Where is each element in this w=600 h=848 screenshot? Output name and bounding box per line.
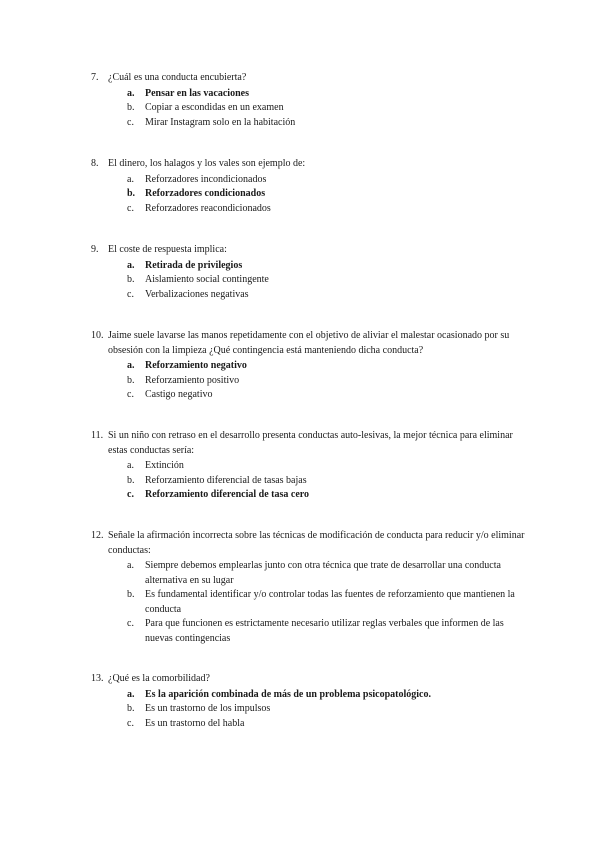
option-text: Verbalizaciones negativas [145,288,249,300]
question-text: Jaime suele lavarse las manos repetidamente con el objetivo de aliviar el malestar ocasionado por su obsesión con la limpieza ¿Qué contingencia está manteniendo dicha conducta? [108,330,510,356]
option-letter: a. [127,560,134,571]
question-text: Si un niño con retraso en el desarrollo presenta conductas auto-lesivas, la mejor técnica para eliminar estas conductas sería: [108,430,513,456]
option-b [91,101,531,116]
option-c [91,116,531,131]
option-text: Mirar Instagram solo en la habitación [145,116,296,128]
option-a [91,559,531,588]
option-list [91,259,531,303]
option-text: Es la aparición combinada de más de un problema psicopatológico. [145,688,431,700]
option-a [91,259,531,274]
option-c [91,202,531,217]
option-text: Es un trastorno de los impulsos [145,703,271,714]
option-text: Reforzadores incondicionados [145,173,267,185]
option-letter: a. [127,360,135,371]
question-number: 7. [91,72,99,83]
question-header [91,429,531,458]
option-text: Reforzadores condicionados [145,188,266,199]
option-letter: c. [127,489,134,500]
option-letter: c. [127,288,134,300]
option-text: Reforzamiento diferencial de tasa cero [145,489,310,500]
option-c [91,617,531,646]
question-number: 10. [91,330,104,341]
option-letter: c. [127,202,134,214]
option-text: Es un trastorno del habla [145,717,245,729]
option-letter: b. [127,703,135,714]
question-number: 8. [91,158,99,169]
option-list [91,688,531,732]
question-header [91,71,531,86]
option-a [91,87,531,102]
question-number: 11. [91,430,104,441]
option-a [91,173,531,188]
option-a [91,459,531,474]
option-text: Pensar en las vacaciones [145,87,249,99]
option-text: Aislamiento social contingente [145,274,269,285]
option-letter: b. [127,274,135,285]
option-list [91,87,531,131]
option-text: Reforzamiento positivo [145,374,240,386]
question-13 [91,672,531,731]
option-b [91,273,531,288]
option-letter: b. [127,102,135,113]
option-list [91,359,531,403]
question-text: El dinero, los halagos y los vales son ejemplo de: [108,158,306,169]
option-list [91,559,531,646]
question-11 [91,429,531,503]
question-8 [91,157,531,216]
question-text: El coste de respuesta implica: [108,244,227,255]
option-b [91,702,531,717]
option-letter: b. [127,374,135,386]
option-letter: c. [127,116,134,128]
option-text: Castigo negativo [145,389,213,400]
option-letter: a. [127,688,135,700]
question-header [91,157,531,172]
option-c [91,288,531,303]
question-text: ¿Qué es la comorbilidad? [108,673,210,684]
option-text: Copiar a escondidas en un examen [145,102,284,113]
option-letter: a. [127,259,135,271]
option-letter: c. [127,717,134,729]
option-letter: b. [127,474,135,486]
question-text: ¿Cuál es una conducta encubierta? [108,72,247,83]
option-b [91,374,531,389]
option-c [91,488,531,503]
option-text: Para que funcionen es estrictamente necesario utilizar reglas verbales que informen de las nuevas contingencias [145,618,504,644]
question-header [91,672,531,687]
option-list [91,173,531,217]
option-text: Reforzamiento diferencial de tasas bajas [145,474,307,486]
option-letter: a. [127,460,134,471]
option-letter: b. [127,589,135,600]
question-header [91,529,531,558]
question-10 [91,329,531,403]
option-text: Reforzadores reacondicionados [145,202,271,214]
question-12 [91,529,531,646]
option-text: Extinción [145,460,184,471]
question-number: 13. [91,673,104,684]
option-letter: b. [127,188,136,199]
question-number: 12. [91,530,104,541]
option-c [91,717,531,732]
option-a [91,688,531,703]
option-list [91,459,531,503]
option-letter: a. [127,87,135,99]
option-text: Retirada de privilegios [145,259,243,271]
question-header [91,243,531,258]
option-letter: c. [127,618,134,629]
option-a [91,359,531,374]
option-text: Reforzamiento negativo [145,360,247,371]
question-9 [91,243,531,302]
question-header [91,329,531,358]
option-text: Siempre debemos emplearlas junto con otra técnica que trate de desarrollar una conducta alternativa en su lugar [145,560,501,586]
option-b [91,588,531,617]
option-b [91,474,531,489]
question-number: 9. [91,244,99,255]
question-7 [91,71,531,130]
option-letter: c. [127,389,134,400]
question-text: Señale la afirmación incorrecta sobre las técnicas de modificación de conducta para reducir y/o eliminar conductas: [108,530,525,556]
option-letter: a. [127,173,134,185]
option-text: Es fundamental identificar y/o controlar todas las fuentes de reforzamiento que mantienen la conducta [145,589,515,615]
option-c [91,388,531,403]
option-b [91,187,531,202]
